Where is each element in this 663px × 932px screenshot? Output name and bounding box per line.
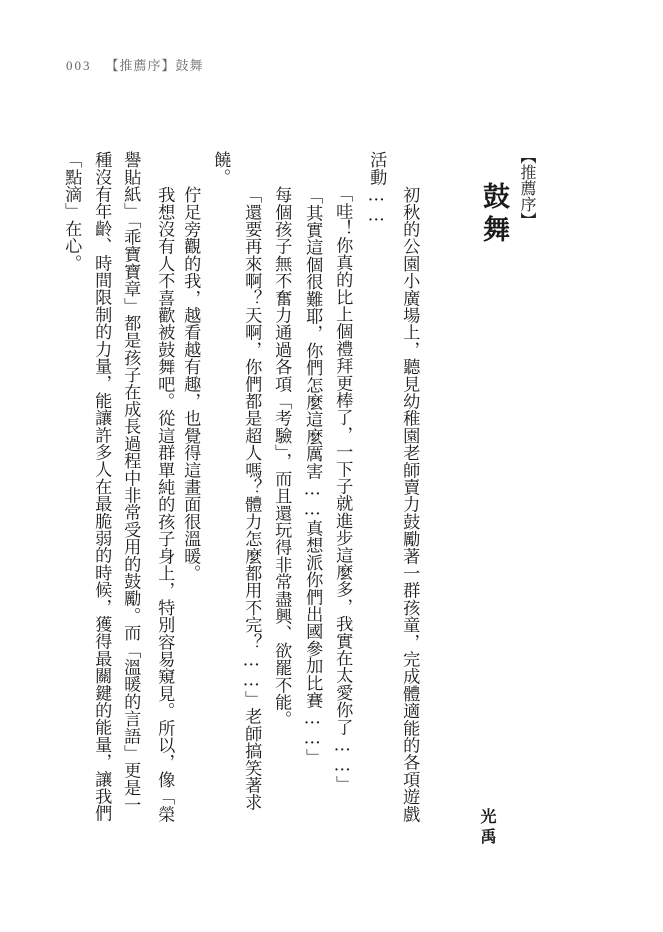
paragraph-line: 譽貼紙」「乖寶寶章」都是孩子在成長過程中非常受用的鼓勵。而「溫暖的言語」更是一 <box>120 151 141 814</box>
paragraph-line: 「還要再來啊？天啊，你們都是超人嗎？體力怎麼都用不完？……」老師搞笑著求 <box>241 186 262 811</box>
running-header <box>66 55 204 74</box>
paragraph-line: 初秋的公園小廣場上，聽見幼稚園老師賣力鼓勵著一群孩童，完成體適能的各項遊戲 <box>399 186 420 823</box>
running-title: 【推薦序】鼓舞 <box>105 58 204 73</box>
section-label: 【推薦序】 <box>518 148 537 228</box>
paragraph-line: 佇足旁觀的我，越看越有趣，也覺得這畫面很溫暖。 <box>180 186 201 582</box>
paragraph-line: 每個孩子無不奮力通過各項「考驗」，而且還玩得非常盡興、欲罷不能。 <box>271 186 292 728</box>
paragraph-line: 饒。 <box>210 151 231 186</box>
page-number: 003 <box>66 58 92 73</box>
paragraph-line: 「哇！你真的比上個禮拜更棒了，一下子就進步這麼多，我實在太愛你了……」 <box>332 185 353 793</box>
article-title: 鼓舞 <box>478 182 509 248</box>
paragraph-line: 「點滴」在心。 <box>61 151 82 272</box>
author-name: 光禹 <box>478 808 497 848</box>
paragraph-line: 「其實這個很難耶，你們怎麼這麼厲害……真想派你們出國參加比賽……」 <box>302 187 323 766</box>
paragraph-line: 我想沒有人不喜歡被鼓舞吧。從這群單純的孩子身上，特別容易窺見。所以，像「榮 <box>154 186 175 823</box>
paragraph-line: 活動…… <box>366 151 387 226</box>
paragraph-line: 種沒有年齡、時間限制的力量，能讓許多人在最脆弱的時候，獲得最關鍵的能量，讓我們 <box>91 151 112 822</box>
